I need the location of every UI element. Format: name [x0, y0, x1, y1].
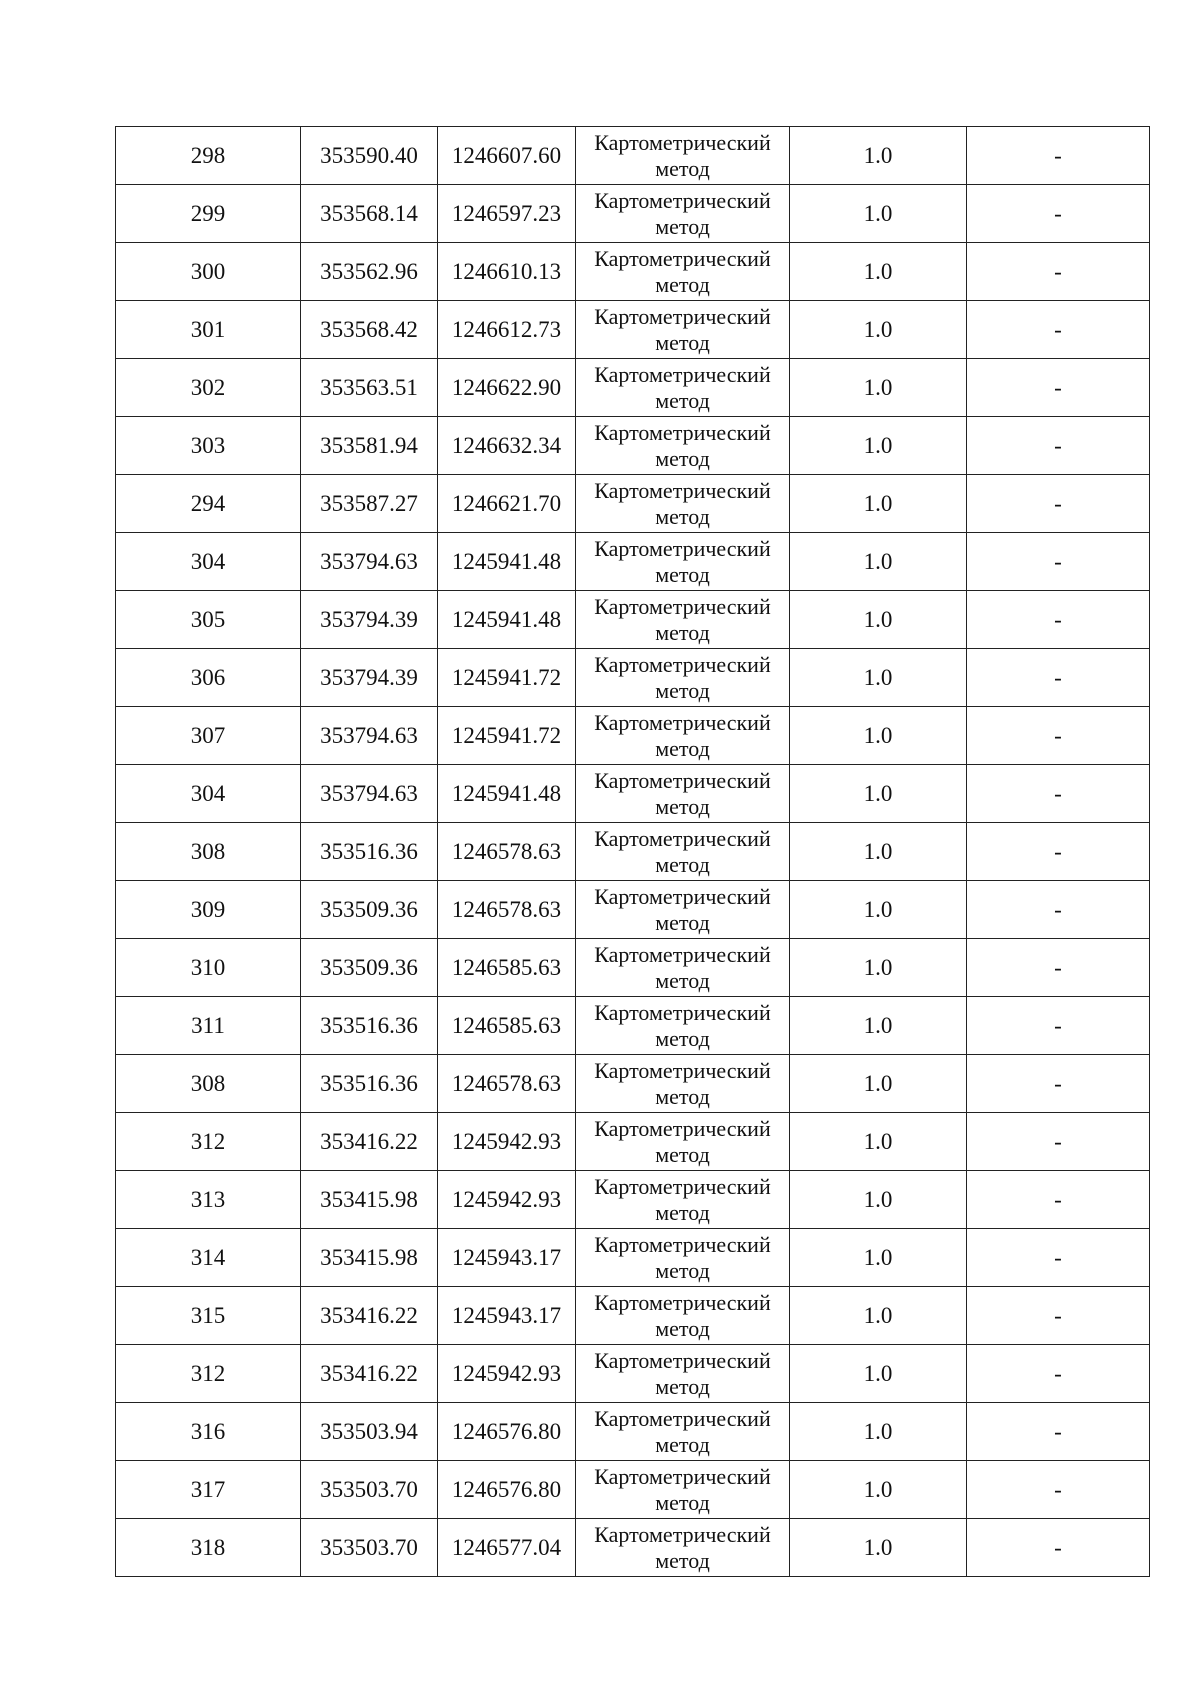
method-cell [576, 1519, 790, 1577]
method-text-line: метод [655, 213, 710, 239]
point-number-cell: 302 [116, 359, 301, 417]
method-cell [576, 591, 790, 649]
method-text-line: Картометрический [594, 593, 771, 619]
point-number-cell: 306 [116, 649, 301, 707]
table-row [116, 1055, 1150, 1113]
note-cell: - [967, 1171, 1150, 1229]
accuracy-cell: 1.0 [790, 707, 967, 765]
method-text-line: Картометрический [594, 477, 771, 503]
method-text-line: Картометрический [594, 1289, 771, 1315]
table-row [116, 823, 1150, 881]
y-coordinate-cell: 1245942.93 [438, 1171, 576, 1229]
accuracy-cell: 1.0 [790, 997, 967, 1055]
method-text-line: метод [655, 1431, 710, 1457]
accuracy-cell: 1.0 [790, 359, 967, 417]
point-number-cell: 315 [116, 1287, 301, 1345]
accuracy-cell: 1.0 [790, 1461, 967, 1519]
x-coordinate-cell: 353581.94 [301, 417, 438, 475]
method-text-line: Картометрический [594, 941, 771, 967]
note-cell: - [967, 707, 1150, 765]
method-text-line: Картометрический [594, 709, 771, 735]
table-row [116, 127, 1150, 185]
y-coordinate-cell: 1246578.63 [438, 881, 576, 939]
point-number-cell: 310 [116, 939, 301, 997]
method-text-line: метод [655, 909, 710, 935]
point-number-cell: 309 [116, 881, 301, 939]
table-row [116, 1403, 1150, 1461]
accuracy-cell: 1.0 [790, 1229, 967, 1287]
y-coordinate-cell: 1246607.60 [438, 127, 576, 185]
table-row [116, 765, 1150, 823]
note-cell: - [967, 1519, 1150, 1577]
method-text-line: метод [655, 1373, 710, 1399]
note-cell: - [967, 765, 1150, 823]
note-cell: - [967, 997, 1150, 1055]
x-coordinate-cell: 353516.36 [301, 1055, 438, 1113]
accuracy-cell: 1.0 [790, 243, 967, 301]
method-cell [576, 707, 790, 765]
table-row [116, 1113, 1150, 1171]
note-cell: - [967, 1287, 1150, 1345]
method-text-line: метод [655, 1315, 710, 1341]
method-text-line: метод [655, 503, 710, 529]
accuracy-cell: 1.0 [790, 533, 967, 591]
method-text-line: метод [655, 1489, 710, 1515]
method-text-line: метод [655, 155, 710, 181]
method-cell [576, 243, 790, 301]
accuracy-cell: 1.0 [790, 1345, 967, 1403]
x-coordinate-cell: 353415.98 [301, 1229, 438, 1287]
x-coordinate-cell: 353568.14 [301, 185, 438, 243]
point-number-cell: 313 [116, 1171, 301, 1229]
accuracy-cell: 1.0 [790, 591, 967, 649]
method-text-line: Картометрический [594, 883, 771, 909]
method-text-line: Картометрический [594, 767, 771, 793]
method-text-line: Картометрический [594, 1521, 771, 1547]
accuracy-cell: 1.0 [790, 1055, 967, 1113]
accuracy-cell: 1.0 [790, 1287, 967, 1345]
y-coordinate-cell: 1245941.48 [438, 591, 576, 649]
point-number-cell: 312 [116, 1345, 301, 1403]
note-cell: - [967, 1055, 1150, 1113]
x-coordinate-cell: 353415.98 [301, 1171, 438, 1229]
y-coordinate-cell: 1246585.63 [438, 939, 576, 997]
note-cell: - [967, 649, 1150, 707]
method-text-line: метод [655, 1199, 710, 1225]
x-coordinate-cell: 353794.63 [301, 533, 438, 591]
table-row [116, 533, 1150, 591]
method-text-line: метод [655, 793, 710, 819]
y-coordinate-cell: 1245942.93 [438, 1345, 576, 1403]
method-text-line: метод [655, 387, 710, 413]
point-number-cell: 298 [116, 127, 301, 185]
coordinates-table [115, 126, 1150, 1577]
note-cell: - [967, 1113, 1150, 1171]
method-cell [576, 1229, 790, 1287]
note-cell: - [967, 359, 1150, 417]
method-text-line: Картометрический [594, 1347, 771, 1373]
x-coordinate-cell: 353590.40 [301, 127, 438, 185]
method-text-line: Картометрический [594, 1115, 771, 1141]
method-text-line: Картометрический [594, 419, 771, 445]
method-text-line: метод [655, 967, 710, 993]
method-text-line: Картометрический [594, 1173, 771, 1199]
note-cell: - [967, 823, 1150, 881]
note-cell: - [967, 1403, 1150, 1461]
table-row [116, 1461, 1150, 1519]
method-text-line: Картометрический [594, 303, 771, 329]
y-coordinate-cell: 1245941.48 [438, 765, 576, 823]
method-text-line: метод [655, 1257, 710, 1283]
point-number-cell: 304 [116, 765, 301, 823]
method-text-line: метод [655, 1083, 710, 1109]
method-cell [576, 301, 790, 359]
table-row [116, 1345, 1150, 1403]
x-coordinate-cell: 353416.22 [301, 1345, 438, 1403]
table-row [116, 475, 1150, 533]
method-cell [576, 1345, 790, 1403]
method-cell [576, 1171, 790, 1229]
coordinates-table-body [116, 127, 1150, 1577]
point-number-cell: 305 [116, 591, 301, 649]
table-row [116, 359, 1150, 417]
method-text-line: Картометрический [594, 187, 771, 213]
note-cell: - [967, 591, 1150, 649]
accuracy-cell: 1.0 [790, 185, 967, 243]
point-number-cell: 304 [116, 533, 301, 591]
x-coordinate-cell: 353516.36 [301, 823, 438, 881]
accuracy-cell: 1.0 [790, 475, 967, 533]
x-coordinate-cell: 353562.96 [301, 243, 438, 301]
x-coordinate-cell: 353503.70 [301, 1461, 438, 1519]
accuracy-cell: 1.0 [790, 1171, 967, 1229]
note-cell: - [967, 127, 1150, 185]
accuracy-cell: 1.0 [790, 1519, 967, 1577]
x-coordinate-cell: 353416.22 [301, 1113, 438, 1171]
table-row [116, 417, 1150, 475]
x-coordinate-cell: 353563.51 [301, 359, 438, 417]
point-number-cell: 316 [116, 1403, 301, 1461]
table-row [116, 243, 1150, 301]
accuracy-cell: 1.0 [790, 1403, 967, 1461]
accuracy-cell: 1.0 [790, 939, 967, 997]
method-cell [576, 881, 790, 939]
method-cell [576, 417, 790, 475]
y-coordinate-cell: 1245943.17 [438, 1229, 576, 1287]
note-cell: - [967, 1345, 1150, 1403]
method-text-line: метод [655, 271, 710, 297]
y-coordinate-cell: 1245943.17 [438, 1287, 576, 1345]
x-coordinate-cell: 353794.39 [301, 649, 438, 707]
accuracy-cell: 1.0 [790, 301, 967, 359]
x-coordinate-cell: 353516.36 [301, 997, 438, 1055]
method-text-line: Картометрический [594, 361, 771, 387]
method-text-line: метод [655, 677, 710, 703]
point-number-cell: 301 [116, 301, 301, 359]
method-text-line: метод [655, 1547, 710, 1573]
method-cell [576, 1055, 790, 1113]
table-row [116, 301, 1150, 359]
point-number-cell: 307 [116, 707, 301, 765]
method-cell [576, 997, 790, 1055]
table-row [116, 881, 1150, 939]
note-cell: - [967, 939, 1150, 997]
accuracy-cell: 1.0 [790, 649, 967, 707]
x-coordinate-cell: 353568.42 [301, 301, 438, 359]
method-text-line: Картометрический [594, 1463, 771, 1489]
x-coordinate-cell: 353794.39 [301, 591, 438, 649]
table-row [116, 707, 1150, 765]
x-coordinate-cell: 353416.22 [301, 1287, 438, 1345]
point-number-cell: 308 [116, 823, 301, 881]
y-coordinate-cell: 1246576.80 [438, 1461, 576, 1519]
method-cell [576, 533, 790, 591]
y-coordinate-cell: 1246612.73 [438, 301, 576, 359]
method-text-line: метод [655, 1141, 710, 1167]
method-text-line: метод [655, 445, 710, 471]
method-text-line: Картометрический [594, 535, 771, 561]
point-number-cell: 312 [116, 1113, 301, 1171]
method-text-line: метод [655, 561, 710, 587]
y-coordinate-cell: 1245941.48 [438, 533, 576, 591]
x-coordinate-cell: 353509.36 [301, 881, 438, 939]
method-text-line: Картометрический [594, 651, 771, 677]
accuracy-cell: 1.0 [790, 823, 967, 881]
point-number-cell: 318 [116, 1519, 301, 1577]
x-coordinate-cell: 353509.36 [301, 939, 438, 997]
method-cell [576, 359, 790, 417]
point-number-cell: 317 [116, 1461, 301, 1519]
method-cell [576, 823, 790, 881]
method-text-line: метод [655, 619, 710, 645]
x-coordinate-cell: 353794.63 [301, 707, 438, 765]
method-text-line: Картометрический [594, 825, 771, 851]
method-text-line: метод [655, 1025, 710, 1051]
accuracy-cell: 1.0 [790, 417, 967, 475]
note-cell: - [967, 1461, 1150, 1519]
x-coordinate-cell: 353794.63 [301, 765, 438, 823]
method-cell [576, 127, 790, 185]
note-cell: - [967, 417, 1150, 475]
y-coordinate-cell: 1246622.90 [438, 359, 576, 417]
accuracy-cell: 1.0 [790, 881, 967, 939]
method-text-line: Картометрический [594, 999, 771, 1025]
note-cell: - [967, 881, 1150, 939]
y-coordinate-cell: 1246597.23 [438, 185, 576, 243]
method-text-line: Картометрический [594, 129, 771, 155]
x-coordinate-cell: 353503.70 [301, 1519, 438, 1577]
y-coordinate-cell: 1246578.63 [438, 823, 576, 881]
y-coordinate-cell: 1246610.13 [438, 243, 576, 301]
method-cell [576, 1113, 790, 1171]
note-cell: - [967, 243, 1150, 301]
method-text-line: Картометрический [594, 1405, 771, 1431]
table-row [116, 997, 1150, 1055]
method-text-line: метод [655, 851, 710, 877]
table-row [116, 1287, 1150, 1345]
method-cell [576, 1461, 790, 1519]
y-coordinate-cell: 1245941.72 [438, 707, 576, 765]
method-text-line: Картометрический [594, 245, 771, 271]
note-cell: - [967, 475, 1150, 533]
table-row [116, 591, 1150, 649]
y-coordinate-cell: 1246632.34 [438, 417, 576, 475]
y-coordinate-cell: 1246578.63 [438, 1055, 576, 1113]
method-text-line: метод [655, 329, 710, 355]
method-text-line: метод [655, 735, 710, 761]
y-coordinate-cell: 1246585.63 [438, 997, 576, 1055]
point-number-cell: 299 [116, 185, 301, 243]
note-cell: - [967, 533, 1150, 591]
note-cell: - [967, 185, 1150, 243]
x-coordinate-cell: 353587.27 [301, 475, 438, 533]
point-number-cell: 300 [116, 243, 301, 301]
table-row [116, 649, 1150, 707]
method-cell [576, 185, 790, 243]
table-row [116, 939, 1150, 997]
y-coordinate-cell: 1246577.04 [438, 1519, 576, 1577]
method-cell [576, 939, 790, 997]
point-number-cell: 308 [116, 1055, 301, 1113]
table-row [116, 1519, 1150, 1577]
point-number-cell: 294 [116, 475, 301, 533]
method-cell [576, 1403, 790, 1461]
point-number-cell: 314 [116, 1229, 301, 1287]
accuracy-cell: 1.0 [790, 127, 967, 185]
point-number-cell: 311 [116, 997, 301, 1055]
note-cell: - [967, 1229, 1150, 1287]
accuracy-cell: 1.0 [790, 1113, 967, 1171]
y-coordinate-cell: 1245942.93 [438, 1113, 576, 1171]
table-row [116, 1171, 1150, 1229]
method-cell [576, 1287, 790, 1345]
note-cell: - [967, 301, 1150, 359]
method-text-line: Картометрический [594, 1231, 771, 1257]
y-coordinate-cell: 1246621.70 [438, 475, 576, 533]
method-text-line: Картометрический [594, 1057, 771, 1083]
method-cell [576, 649, 790, 707]
point-number-cell: 303 [116, 417, 301, 475]
method-cell [576, 765, 790, 823]
y-coordinate-cell: 1246576.80 [438, 1403, 576, 1461]
table-row [116, 185, 1150, 243]
x-coordinate-cell: 353503.94 [301, 1403, 438, 1461]
y-coordinate-cell: 1245941.72 [438, 649, 576, 707]
method-cell [576, 475, 790, 533]
accuracy-cell: 1.0 [790, 765, 967, 823]
table-row [116, 1229, 1150, 1287]
